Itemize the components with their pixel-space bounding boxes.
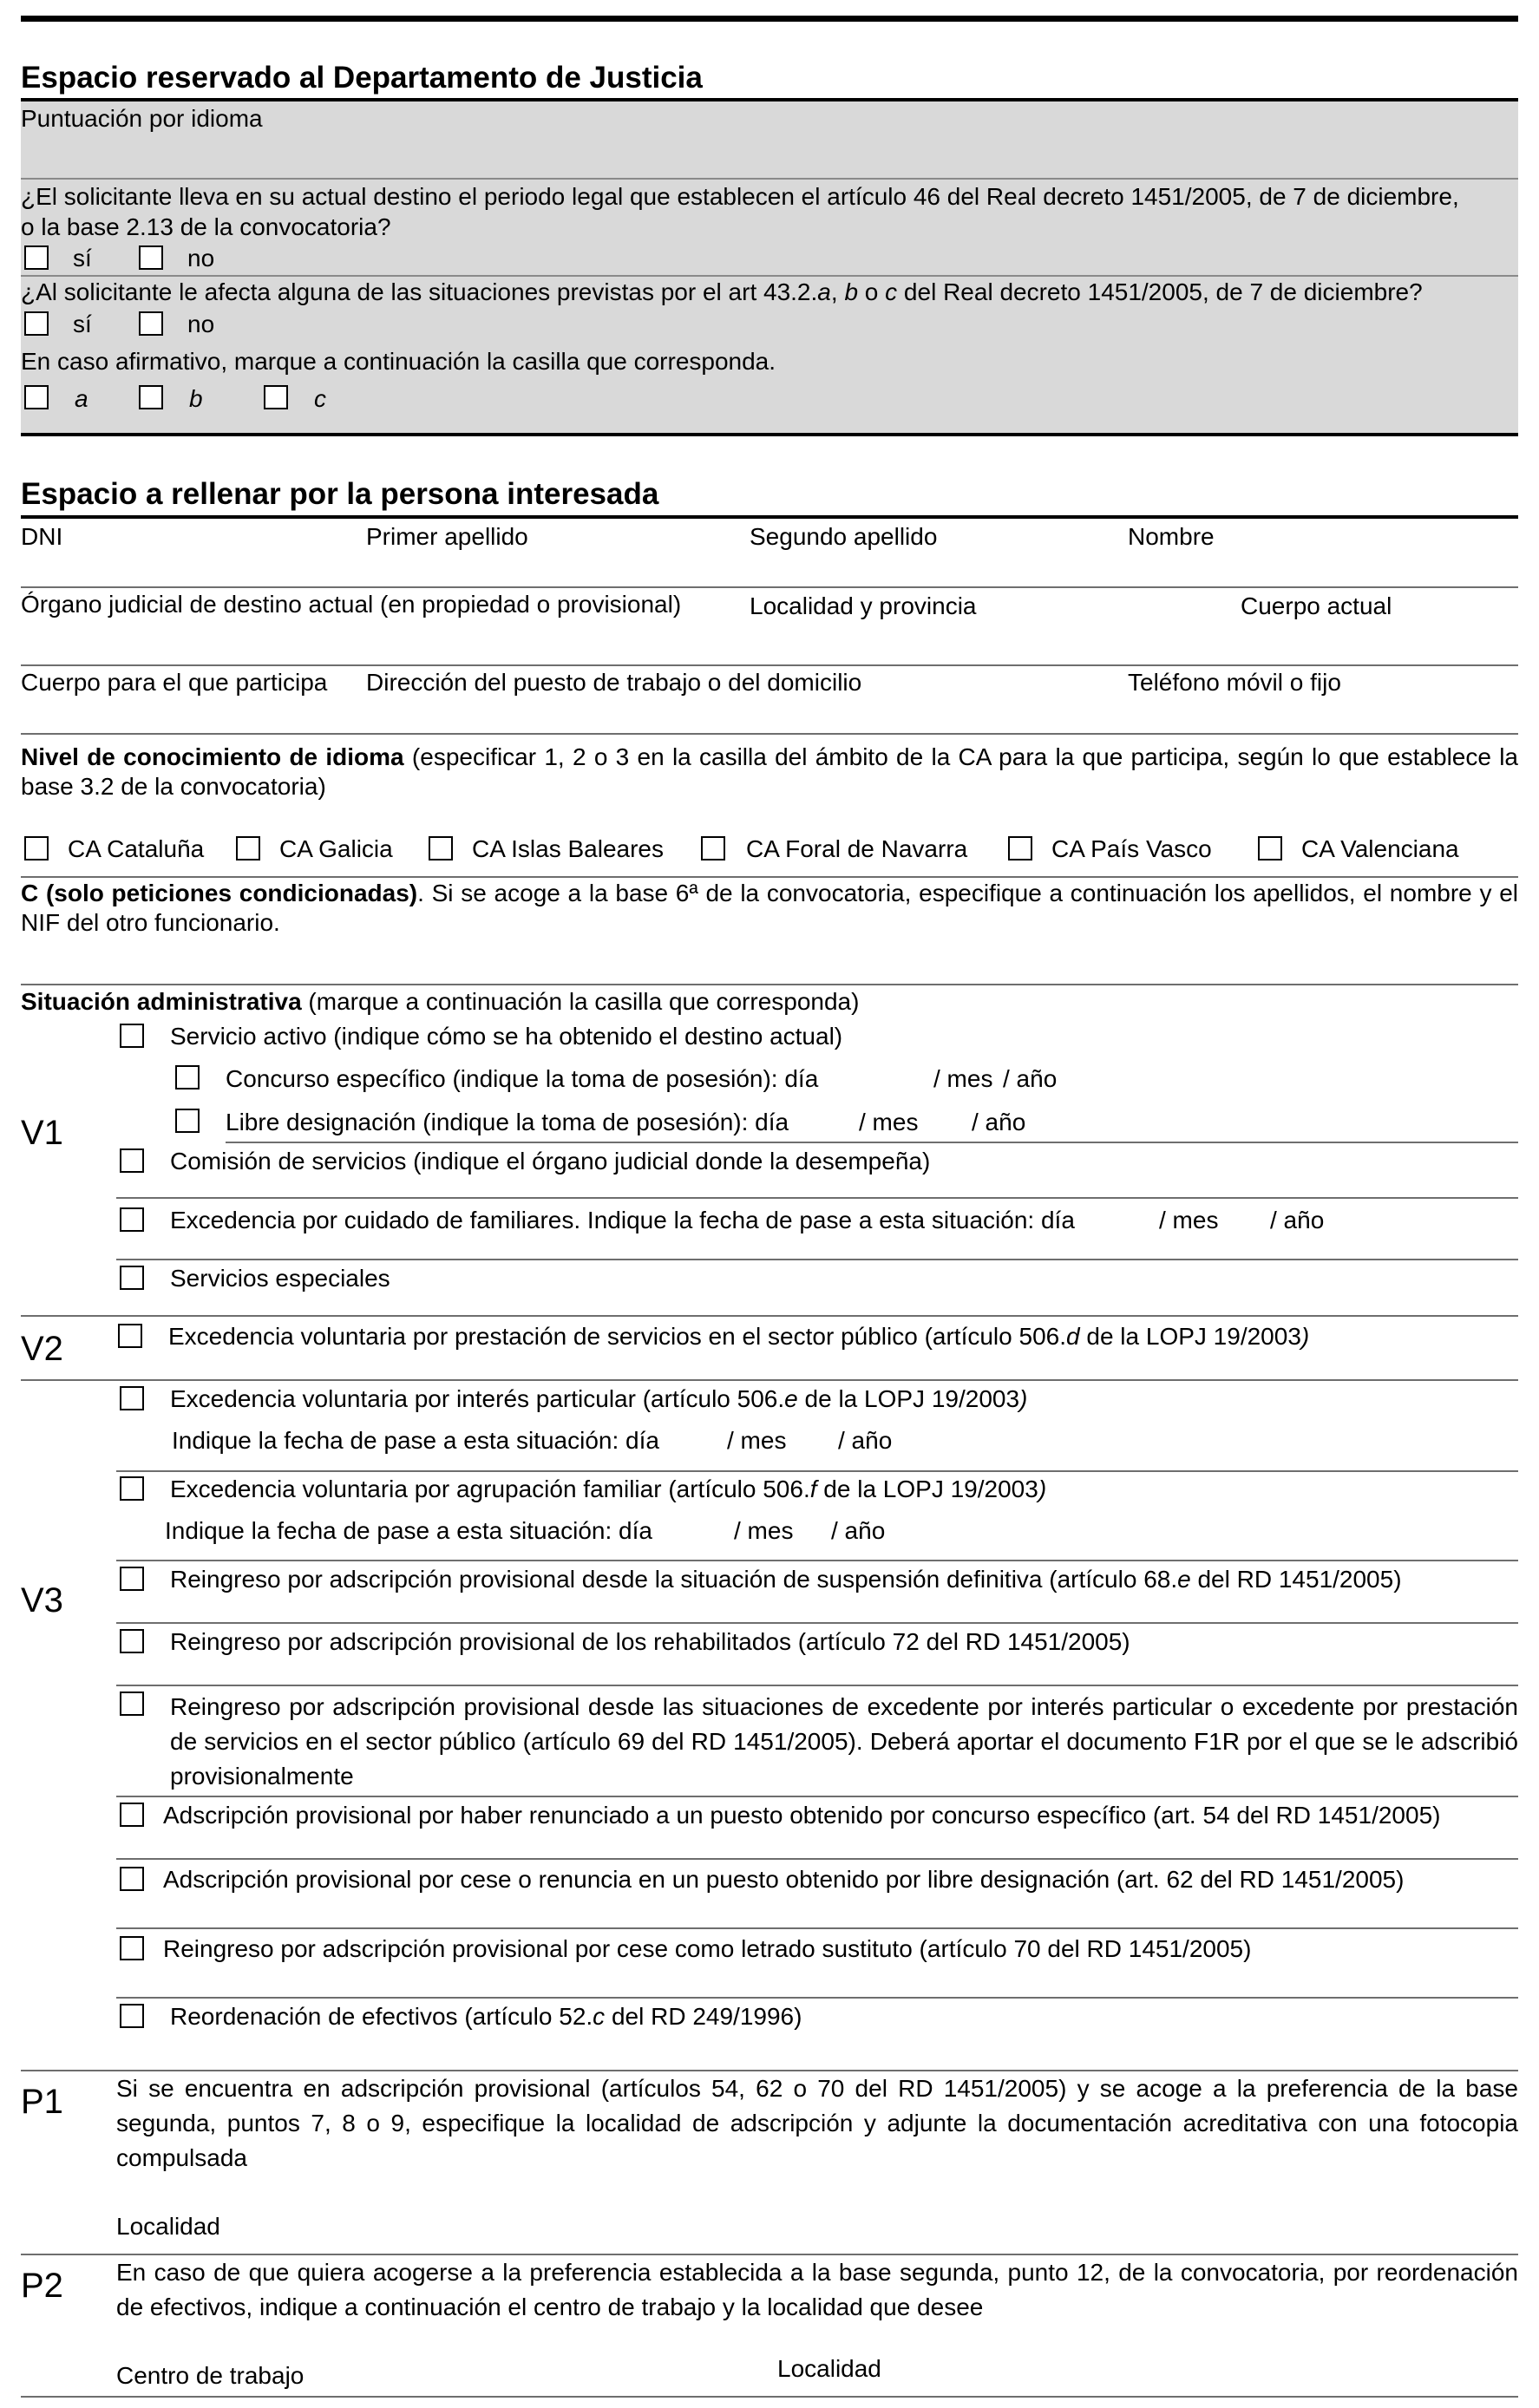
reingreso-excedente-checkbox[interactable] (120, 1691, 144, 1716)
q2-italic-b: b (844, 278, 859, 305)
section2-title-rule (21, 515, 1518, 519)
q2-sep: , (830, 278, 845, 305)
section2-title: Espacio a rellenar por la persona interesada (21, 477, 659, 511)
p2-label: P2 (21, 2267, 63, 2305)
divider-v1-a (226, 1142, 1518, 1143)
exc-voluntaria-checkbox[interactable] (118, 1324, 142, 1348)
concurso-label: Concurso específico (indique la toma de posesión): día (226, 1065, 819, 1092)
exc-interes-anio: / año (838, 1427, 893, 1454)
ca-navarra-label: CA Foral de Navarra (746, 835, 968, 862)
exc-interes-label (170, 1384, 1027, 1414)
exc-interes-fecha: Indique la fecha de pase a esta situación: día (172, 1427, 659, 1454)
ca-pais-vasco-checkbox[interactable] (1008, 836, 1032, 860)
q2-text-a: ¿Al solicitante le afecta alguna de las situaciones previstas por el art 43.2. (21, 278, 818, 305)
dni-label: DNI (21, 523, 63, 550)
bottom-divider (21, 2396, 1518, 2398)
row-divider-ca (21, 876, 1518, 878)
localidad-provincia-label: Localidad y provincia (750, 592, 977, 619)
excedencia-cuidado-anio: / año (1270, 1207, 1325, 1233)
ca-cataluna-checkbox[interactable] (24, 836, 49, 860)
adscripcion-renunciado-label: Adscripción provisional por haber renunciado a un puesto obtenido por concurso específico (art. 54 del RD 1451/2005) (163, 1802, 1441, 1829)
divider-v1-v2 (21, 1315, 1518, 1317)
servicio-activo-checkbox[interactable] (120, 1024, 144, 1048)
cuerpo-actual-label: Cuerpo actual (1241, 592, 1392, 619)
divider-v3-c (116, 1622, 1518, 1624)
option-b-label (189, 384, 203, 414)
v1-label: V1 (21, 1114, 63, 1152)
ca-navarra-checkbox[interactable] (701, 836, 725, 860)
q1-no-label: no (187, 245, 215, 272)
exc-interes-paren: ) (1019, 1385, 1028, 1412)
divider-v1-c (116, 1259, 1518, 1260)
grey-panel (21, 101, 1518, 433)
q1-line1: ¿El solicitante lleva en su actual destino el periodo legal que establecen el artículo 46 del Real decreto 1451/2005, de 7 de diciembre, (21, 183, 1459, 210)
reingreso-suspension-checkbox[interactable] (120, 1567, 144, 1591)
p2-text: En caso de que quiera acogerse a la preferencia establecida a la base segunda, punto 12, de la convocatoria, por reordenación de efectivos, indique a continuación el centro de trabajo y la localidad que desee (116, 2259, 1518, 2320)
divider-v3-b (116, 1560, 1518, 1561)
row-divider-condicionadas (21, 984, 1518, 985)
excedencia-cuidado-checkbox[interactable] (120, 1207, 144, 1232)
exc-interes-pre: Excedencia voluntaria por interés particular (artículo 506. (170, 1385, 785, 1412)
concurso-anio: / año (1003, 1065, 1058, 1092)
exc-agrupacion-mes: / mes (734, 1517, 794, 1544)
exc-voluntaria-it: d (1066, 1323, 1080, 1350)
q2-no-checkbox[interactable] (139, 311, 163, 336)
reingreso-letrado-checkbox[interactable] (120, 1936, 144, 1960)
exc-agrupacion-fecha: Indique la fecha de pase a esta situación: día (165, 1517, 652, 1544)
ca-galicia-label: CA Galicia (279, 835, 393, 862)
exc-agrupacion-pre: Excedencia voluntaria por agrupación familiar (artículo 506. (170, 1476, 810, 1502)
situacion-bold: Situación administrativa (21, 988, 302, 1015)
reingreso-suspension-it: e (1177, 1566, 1191, 1593)
exc-voluntaria-paren: ) (1300, 1323, 1310, 1350)
puntuacion-label: Puntuación por idioma (21, 105, 263, 132)
p2-centro-trabajo-label: Centro de trabajo (116, 2362, 305, 2389)
q1-line2: o la base 2.13 de la convocatoria? (21, 213, 391, 240)
situacion-rest: (marque a continuación la casilla que corresponda) (301, 988, 860, 1015)
q2-no-label: no (187, 311, 215, 337)
q2-o: o (858, 278, 886, 305)
option-b-text: b (189, 385, 203, 412)
row-divider-cuerpo (21, 733, 1518, 735)
option-c-label (314, 384, 326, 414)
reingreso-letrado-label: Reingreso por adscripción provisional por cese como letrado sustituto (artículo 70 del RD 1451/2005) (163, 1935, 1252, 1962)
situacion-title (21, 987, 859, 1017)
row-divider-organo (21, 664, 1518, 666)
servicio-activo-label: Servicio activo (indique cómo se ha obtenido el destino actual) (170, 1023, 843, 1050)
option-a-label (75, 384, 88, 414)
q2-italic-c: c (885, 278, 898, 305)
grey-divider-2 (21, 275, 1518, 277)
exc-agrupacion-paren: ) (1038, 1476, 1047, 1502)
q1-no-checkbox[interactable] (139, 245, 163, 270)
ca-valenciana-checkbox[interactable] (1258, 836, 1282, 860)
adscripcion-cese-label: Adscripción provisional por cese o renuncia en un puesto obtenido por libre designación (art. 62 del RD 1451/2005) (163, 1866, 1405, 1893)
divider-v3-d (116, 1685, 1518, 1686)
p2-localidad-label: Localidad (777, 2355, 881, 2382)
adscripcion-cese-checkbox[interactable] (120, 1867, 144, 1891)
divider-v3-h (116, 1997, 1518, 1999)
p1-localidad-label: Localidad (116, 2213, 220, 2240)
q1-si-checkbox[interactable] (24, 245, 49, 270)
libre-anio: / año (972, 1109, 1026, 1135)
nivel-rest: (especificar 1, 2 o 3 en la casilla del ámbito de la CA para la que participa, según lo que establece la base 3.2 de la convocatoria) (21, 743, 1519, 800)
segundo-apellido-label: Segundo apellido (750, 523, 938, 550)
servicios-especiales-label: Servicios especiales (170, 1265, 390, 1292)
q1-si-label: sí (73, 245, 92, 272)
exc-interes-mes: / mes (727, 1427, 787, 1454)
v2-label: V2 (21, 1330, 63, 1368)
divider-v1-b (116, 1197, 1518, 1199)
reordenacion-checkbox[interactable] (120, 2004, 144, 2028)
reingreso-suspension-post: del RD 1451/2005) (1190, 1566, 1402, 1593)
ca-baleares-checkbox[interactable] (429, 836, 453, 860)
divider-v3-a (116, 1470, 1518, 1472)
divider-v3-e (116, 1796, 1518, 1797)
exc-interes-post: de la LOPJ 19/2003 (797, 1385, 1020, 1412)
ca-pais-vasco-label: CA País Vasco (1051, 835, 1212, 862)
excedencia-cuidado-mes: / mes (1159, 1207, 1219, 1233)
organo-label: Órgano judicial de destino actual (en propiedad o provisional) (21, 591, 682, 618)
exc-voluntaria-post: de la LOPJ 19/2003 (1079, 1323, 1301, 1350)
q2-italic-a: a (817, 278, 831, 305)
excedencia-cuidado-label: Excedencia por cuidado de familiares. Indique la fecha de pase a esta situación: día (170, 1207, 1075, 1233)
option-a-checkbox[interactable] (24, 385, 49, 409)
reingreso-suspension-pre: Reingreso por adscripción provisional desde la situación de suspensión definitiva (artículo 68. (170, 1566, 1178, 1593)
condicionadas-text (21, 879, 1518, 938)
nivel-text (21, 743, 1518, 802)
exc-agrupacion-checkbox[interactable] (120, 1476, 144, 1501)
telefono-label: Teléfono móvil o fijo (1128, 669, 1341, 696)
v3-label: V3 (21, 1581, 63, 1620)
libre-mes: / mes (859, 1109, 919, 1135)
section1-bottom-rule (21, 433, 1518, 436)
reordenacion-it: c (593, 2003, 606, 2030)
exc-voluntaria-label (168, 1322, 1309, 1351)
reordenacion-pre: Reordenación de efectivos (artículo 52. (170, 2003, 593, 2030)
reingreso-rehabilitados-label: Reingreso por adscripción provisional de los rehabilitados (artículo 72 del RD 1451/2005) (170, 1628, 1130, 1655)
divider-v2-v3 (21, 1379, 1518, 1381)
row-divider-names (21, 586, 1518, 588)
p1-text: Si se encuentra en adscripción provisional (artículos 54, 62 o 70 del RD 1451/2005) y se acoge a la preferencia de la base segunda, puntos 7, 8 o 9, especifique la localidad de adscripción y adjunte la documentación acreditativa con una fotocopia compulsada (116, 2075, 1518, 2171)
libre-designacion-label: Libre designación (indique la toma de posesión): día (226, 1109, 789, 1135)
direccion-label: Dirección del puesto de trabajo o del domicilio (366, 669, 862, 696)
option-c-text: c (314, 385, 326, 412)
nivel-bold: Nivel de conocimiento de idioma (21, 743, 404, 770)
option-a-text: a (75, 385, 88, 412)
reingreso-excedente-label: Reingreso por adscripción provisional desde las situaciones de excedente por interés particular o excedente por prestación de servicios en el sector público (artículo 69 del RD 1451/2005). Deberá aportar el documento F1R por el que se le adscribió provisionalmente (170, 1693, 1518, 1790)
exc-agrupacion-post: de la LOPJ 19/2003 (816, 1476, 1038, 1502)
libre-designacion-checkbox[interactable] (175, 1109, 200, 1133)
exc-voluntaria-pre: Excedencia voluntaria por prestación de servicios en el sector público (artículo 506. (168, 1323, 1067, 1350)
condicionadas-rest: . Si se acoge a la base 6ª de la convocatoria, especifique a continuación los apellidos, el nombre y el NIF del otro funcionario. (21, 880, 1518, 936)
option-b-checkbox[interactable] (139, 385, 163, 409)
primer-apellido-label: Primer apellido (366, 523, 528, 550)
ca-galicia-checkbox[interactable] (236, 836, 260, 860)
divider-v3-g (116, 1927, 1518, 1929)
ca-valenciana-label: CA Valenciana (1301, 835, 1459, 862)
adscripcion-renunciado-checkbox[interactable] (120, 1803, 144, 1827)
comision-label: Comisión de servicios (indique el órgano judicial donde la desempeña) (170, 1148, 931, 1175)
servicios-especiales-checkbox[interactable] (120, 1266, 144, 1290)
concurso-checkbox[interactable] (175, 1065, 200, 1089)
exc-interes-it: e (784, 1385, 798, 1412)
reingreso-rehabilitados-checkbox[interactable] (120, 1629, 144, 1653)
afirmativo-text: En caso afirmativo, marque a continuación la casilla que corresponda. (21, 348, 776, 375)
exc-interes-checkbox[interactable] (120, 1386, 144, 1410)
q2-end: del Real decreto 1451/2005, de 7 de diciembre? (897, 278, 1423, 305)
comision-checkbox[interactable] (120, 1148, 144, 1173)
reingreso-suspension-label (170, 1565, 1402, 1594)
top-border (21, 16, 1518, 22)
concurso-mes: / mes (933, 1065, 993, 1092)
p1-label: P1 (21, 2083, 63, 2121)
exc-agrupacion-anio: / año (831, 1517, 886, 1544)
q2-line (21, 278, 1423, 307)
grey-divider-1 (21, 178, 1518, 180)
cuerpo-participa-label: Cuerpo para el que participa (21, 669, 328, 696)
q2-si-checkbox[interactable] (24, 311, 49, 336)
reordenacion-label (170, 2002, 802, 2032)
exc-agrupacion-label (170, 1475, 1046, 1504)
condicionadas-bold: C (solo peticiones condicionadas) (21, 880, 418, 906)
nombre-label: Nombre (1128, 523, 1215, 550)
ca-cataluna-label: CA Cataluña (68, 835, 205, 862)
q2-si-label: sí (73, 311, 92, 337)
exc-agrupacion-it: f (809, 1476, 817, 1502)
divider-v3-f (116, 1858, 1518, 1860)
section1-title: Espacio reservado al Departamento de Justicia (21, 61, 703, 95)
option-c-checkbox[interactable] (264, 385, 288, 409)
reordenacion-post: del RD 249/1996) (605, 2003, 802, 2030)
ca-baleares-label: CA Islas Baleares (472, 835, 664, 862)
